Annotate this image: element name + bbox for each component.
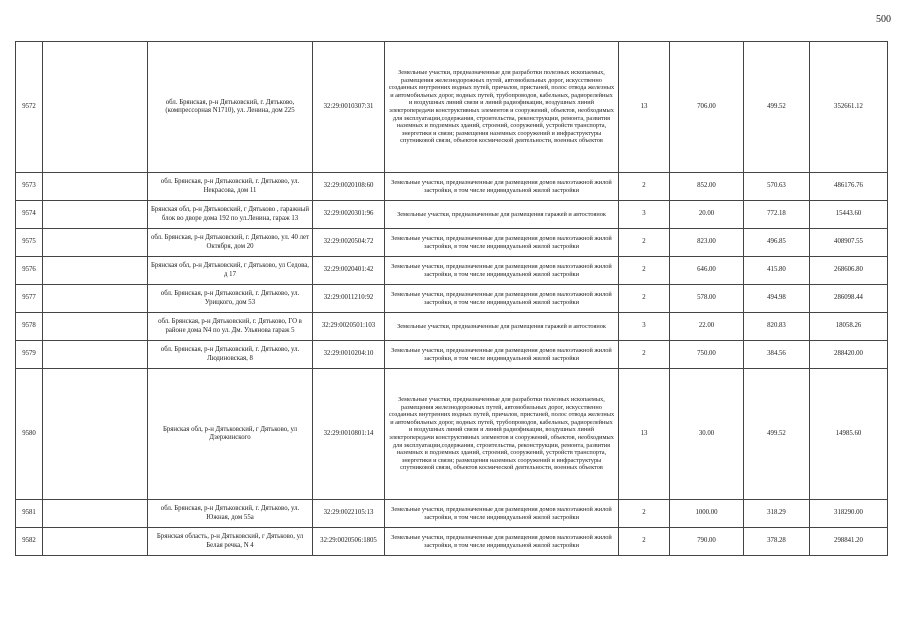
area-value: 1000.00 — [670, 500, 744, 528]
blank-cell — [43, 173, 148, 201]
purpose-cell: Земельные участки, предназначенные для разработки полезных ископаемых, размещения железнодорожных путей, автомобильных дорог, искусственно созданных внутренних водных путей, причалов, пристаней, полос отвода железных и автомобильных дорог, водных путей, трубопроводов, кабельных, радиорелейных и воздушных линий связи и линий радиофикации, воздушных линий электропередачи конструктивных элементов и сооружений, объектов, необходимых для эксплуатации,содержания, строительства, реконструкции, ремонта, развития наземных и подземных зданий, строений, сооружений, устройств транспорта, энергетики и связи; размещения наземных сооружений и инфраструктуры спутниковой связи, объектов космической деятельности, военных объектов — [385, 42, 619, 173]
blank-cell — [43, 528, 148, 556]
row-number: 9572 — [16, 42, 43, 173]
area-value: 22.00 — [670, 313, 744, 341]
blank-cell — [43, 285, 148, 313]
address-cell: обл. Брянская, р-н Дятьковский, г. Дятьково, ул. Некрасова, дом 11 — [148, 173, 313, 201]
purpose-cell: Земельные участки, предназначенные для размещения домов малоэтажной жилой застройки, в том числе индивидуальной жилой застройки — [385, 500, 619, 528]
cadastral-value: 15443.60 — [810, 201, 888, 229]
blank-cell — [43, 42, 148, 173]
blank-cell — [43, 257, 148, 285]
area-value: 706.00 — [670, 42, 744, 173]
cadastral-value: 318290.00 — [810, 500, 888, 528]
rate-value: 494.98 — [744, 285, 810, 313]
group-number: 13 — [619, 369, 670, 500]
cadastral-number: 32:29:0022105:13 — [313, 500, 385, 528]
group-number: 2 — [619, 229, 670, 257]
cadastral-number: 32:29:0010801:14 — [313, 369, 385, 500]
rate-value: 378.28 — [744, 528, 810, 556]
group-number: 3 — [619, 313, 670, 341]
cadastral-value: 352661.12 — [810, 42, 888, 173]
table-row — [16, 201, 888, 229]
cadastral-number: 32:29:0010204:10 — [313, 341, 385, 369]
group-number: 2 — [619, 500, 670, 528]
table-row — [16, 341, 888, 369]
table-row — [16, 173, 888, 201]
row-number: 9581 — [16, 500, 43, 528]
cadastral-number: 32:29:0020501:103 — [313, 313, 385, 341]
group-number: 2 — [619, 173, 670, 201]
blank-cell — [43, 229, 148, 257]
address-cell: Брянская область, р-н Дятьковский, г Дятьково, ул Белая речка, N 4 — [148, 528, 313, 556]
cadastral-number: 32:29:0010307:31 — [313, 42, 385, 173]
purpose-cell: Земельные участки, предназначенные для разработки полезных ископаемых, размещения железнодорожных путей, автомобильных дорог, искусственно созданных внутренних водных путей, причалов, пристаней, полос отвода железных и автомобильных дорог, водных путей, трубопроводов, кабельных, радиорелейных и воздушных линий связи и линий радиофикации, воздушных линий электропередачи конструктивных элементов и сооружений, объектов, необходимых для эксплуатации,содержания, строительства, реконструкции, ремонта, развития наземных и подземных зданий, строений, сооружений, устройств транспорта, энергетики и связи; размещения наземных сооружений и инфраструктуры спутниковой связи, объектов космической деятельности, военных объектов — [385, 369, 619, 500]
address-cell: обл. Брянская, р-н Дятьковский, г. Дятьково, (компрессорная N1710), ул. Ленина, дом 225 — [148, 42, 313, 173]
purpose-cell: Земельные участки, предназначенные для размещения гаражей и автостоянок — [385, 313, 619, 341]
rate-value: 570.63 — [744, 173, 810, 201]
purpose-cell: Земельные участки, предназначенные для размещения домов малоэтажной жилой застройки, в том числе индивидуальной жилой застройки — [385, 229, 619, 257]
table-row — [16, 42, 888, 173]
address-cell: обл. Брянская, р-н Дятьковский, г. Дятьково, ул. 40 лет Октября, дом 20 — [148, 229, 313, 257]
cadastral-number: 32:29:0020108:60 — [313, 173, 385, 201]
purpose-cell: Земельные участки, предназначенные для размещения гаражей и автостоянок — [385, 201, 619, 229]
rate-value: 820.83 — [744, 313, 810, 341]
row-number: 9576 — [16, 257, 43, 285]
blank-cell — [43, 369, 148, 500]
row-number: 9582 — [16, 528, 43, 556]
address-cell: Брянская обл, р-н Дятьковский, г Дятьково , гаражный блок во дворе дома 192 по ул.Ленина, гараж 13 — [148, 201, 313, 229]
rate-value: 415.80 — [744, 257, 810, 285]
area-value: 823.00 — [670, 229, 744, 257]
cadastral-number: 32:29:0011210:92 — [313, 285, 385, 313]
purpose-cell: Земельные участки, предназначенные для размещения домов малоэтажной жилой застройки, в том числе индивидуальной жилой застройки — [385, 285, 619, 313]
row-number: 9575 — [16, 229, 43, 257]
address-cell: обл. Брянская, р-н Дятьковский, г. Дятьково, ул. Людиновская, 8 — [148, 341, 313, 369]
table-row — [16, 257, 888, 285]
rate-value: 499.52 — [744, 369, 810, 500]
rate-value: 318.29 — [744, 500, 810, 528]
row-number: 9573 — [16, 173, 43, 201]
cadastral-value: 298841.20 — [810, 528, 888, 556]
rate-value: 384.56 — [744, 341, 810, 369]
address-cell: Брянская обл, р-н Дятьковский, г Дятьково, ул Дзержинского — [148, 369, 313, 500]
group-number: 13 — [619, 42, 670, 173]
rate-value: 496.85 — [744, 229, 810, 257]
blank-cell — [43, 313, 148, 341]
area-value: 20.00 — [670, 201, 744, 229]
address-cell: обл. Брянская, р-н Дятьковский, г. Дятьково, ул. Южная, дом 55а — [148, 500, 313, 528]
address-cell: Брянская обл, р-н Дятьковский, г Дятьково, ул Седова, д 17 — [148, 257, 313, 285]
group-number: 3 — [619, 201, 670, 229]
page-number: 500 — [876, 14, 891, 25]
table-row — [16, 229, 888, 257]
area-value: 852.00 — [670, 173, 744, 201]
cadastral-number: 32:29:0020401:42 — [313, 257, 385, 285]
blank-cell — [43, 341, 148, 369]
rate-value: 772.18 — [744, 201, 810, 229]
area-value: 646.00 — [670, 257, 744, 285]
address-cell: обл. Брянская, р-н Дятьковский, г. Дятьково, ул. Урицкого, дом 53 — [148, 285, 313, 313]
table-row — [16, 313, 888, 341]
cadastral-value: 268606.80 — [810, 257, 888, 285]
row-number: 9578 — [16, 313, 43, 341]
row-number: 9577 — [16, 285, 43, 313]
area-value: 790.00 — [670, 528, 744, 556]
row-number: 9580 — [16, 369, 43, 500]
table-row — [16, 369, 888, 500]
blank-cell — [43, 201, 148, 229]
cadastral-value: 288420.00 — [810, 341, 888, 369]
purpose-cell: Земельные участки, предназначенные для размещения домов малоэтажной жилой застройки, в том числе индивидуальной жилой застройки — [385, 257, 619, 285]
cadastral-table — [15, 41, 888, 556]
address-cell: обл. Брянская, р-н Дятьковский, г. Дятьково, ГО в районе дома N4 по ул. Дм. Ульянова гараж 5 — [148, 313, 313, 341]
area-value: 30.00 — [670, 369, 744, 500]
group-number: 2 — [619, 257, 670, 285]
purpose-cell: Земельные участки, предназначенные для размещения домов малоэтажной жилой застройки, в том числе индивидуальной жилой застройки — [385, 341, 619, 369]
row-number: 9579 — [16, 341, 43, 369]
table-row — [16, 285, 888, 313]
cadastral-value: 486176.76 — [810, 173, 888, 201]
cadastral-value: 18058.26 — [810, 313, 888, 341]
cadastral-number: 32:29:0020506:1805 — [313, 528, 385, 556]
area-value: 750.00 — [670, 341, 744, 369]
group-number: 2 — [619, 528, 670, 556]
purpose-cell: Земельные участки, предназначенные для размещения домов малоэтажной жилой застройки, в том числе индивидуальной жилой застройки — [385, 173, 619, 201]
cadastral-value: 408907.55 — [810, 229, 888, 257]
cadastral-value: 14985.60 — [810, 369, 888, 500]
purpose-cell: Земельные участки, предназначенные для размещения домов малоэтажной жилой застройки, в том числе индивидуальной жилой застройки — [385, 528, 619, 556]
cadastral-number: 32:29:0020301:96 — [313, 201, 385, 229]
cadastral-value: 286098.44 — [810, 285, 888, 313]
cadastral-number: 32:29:0020504:72 — [313, 229, 385, 257]
group-number: 2 — [619, 341, 670, 369]
table-row — [16, 500, 888, 528]
group-number: 2 — [619, 285, 670, 313]
area-value: 578.00 — [670, 285, 744, 313]
table-row — [16, 528, 888, 556]
rate-value: 499.52 — [744, 42, 810, 173]
row-number: 9574 — [16, 201, 43, 229]
blank-cell — [43, 500, 148, 528]
table-body — [16, 42, 888, 556]
